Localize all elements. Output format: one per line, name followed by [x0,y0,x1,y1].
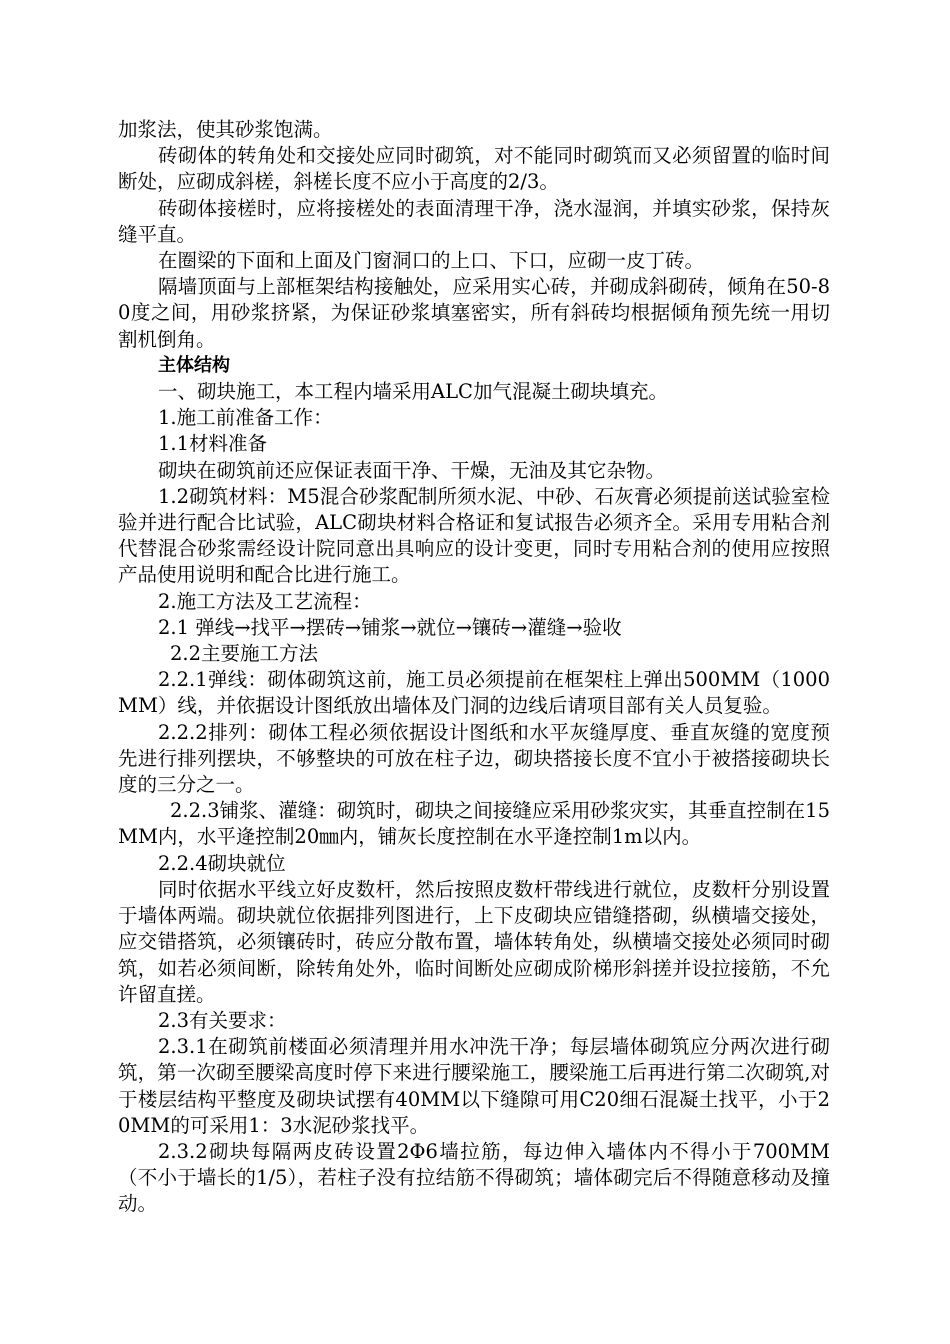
item-block-positioning: 2.2.4砌块就位 [158,851,286,875]
item-masonry-materials: 1.2砌筑材料：M5混合砂浆配制所须水泥、中砂、石灰膏必须提前送试验室检验并进行配合比试验，ALC砌块材料合格证和复试报告必须齐全。采用专用粘合剂代替混合砂浆需经设计院同意出具响应的设计变更，同时专用粘合剂的使用应按照产品使用说明和配合比进行施工。 [118,484,830,587]
paragraph-joint-cleaning: 砖砌体接槎时，应将接槎处的表面清理干净，浇水湿润，并填实砂浆，保持灰缝平直。 [118,196,830,246]
paragraph-partition-top: 隔墙顶面与上部框架结构接触处，应采用实心砖，并砌成斜砌砖，倾角在50-80度之间，用砂浆挤紧，为保证砂浆填塞密实，所有斜砖均根据倾角预先统一用切割机倒角。 [118,275,830,351]
paragraph-block-construction: 一、砌块施工，本工程内墙采用ALC加气混凝土砌块填充。 [158,380,668,404]
item-floor-cleaning: 2.3.1在砌筑前楼面必须清理并用水冲洗干净；每层墙体砌筑应分两次进行砌筑，第一次砌至腰梁高度时停下来进行腰梁施工，腰梁施工后再进行第二次砌筑,对于楼层结构平整度及砌块试摆有40MM以下缝隙可用C20细石混凝土找平，小于20MM的可采用1：3水泥砂浆找平。 [118,1035,830,1137]
paragraph-block-surface: 砌块在砌筑前还应保证表面干净、干燥，无油及其它杂物。 [158,458,666,482]
item-preparation: 1.施工前准备工作： [158,406,333,430]
item-process-flow: 2.1 弹线→找平→摆砖→铺浆→就位→镶砖→灌缝→验收 [158,615,622,639]
item-material-preparation: 1.1材料准备 [158,432,268,456]
paragraph-mortar-fill: 加浆法，使其砂浆饱满。 [118,118,333,141]
item-arrangement: 2.2.2排列：砌体工程必须依据设计图纸和水平灰缝厚度、垂直灰缝的宽度预先进行排列摆块，不够整块的可放在柱子边，砌块搭接长度不宜小于被搭接砌块长度的三分之一。 [118,720,830,797]
section-heading-main-structure: 主体结构 [158,354,230,376]
document-page [118,117,830,1218]
paragraph-corner-masonry: 砖砌体的转角处和交接处应同时砌筑，对不能同时砌筑而又必须留置的临时间断处，应砌成斜槎，斜槎长度不应小于高度的2/3。 [118,144,830,194]
item-line-marking: 2.2.1弹线：砌体砌筑这前，施工员必须提前在框架柱上弹出500MM（1000MM）线，并依据设计图纸放出墙体及门洞的边线后请项目部有关人员复验。 [118,668,830,718]
paragraph-ring-beam: 在圈梁的下面和上面及门窗洞口的上口、下口，应砌一皮丁砖。 [158,249,705,273]
item-tie-bars: 2.3.2砌块每隔两皮砖设置2Φ6墙拉筋，每边伸入墙体内不得小于700MM（不小于墙长的1/5），若柱子没有拉结筋不得砌筑；墙体砌完后不得随意移动及撞动。 [118,1139,830,1216]
item-mortar-grouting: 2.2.3铺浆、灌缝：砌筑时，砌块之间接缝应采用砂浆灾实，其垂直控制在15MM内，水平逄控制20㎜内，铺灰长度控制在水平逄控制1m以内。 [118,799,830,849]
item-methods-and-process: 2.施工方法及工艺流程： [158,589,372,613]
paragraph-positioning-details: 同时依据水平线立好皮数杆，然后按照皮数杆带线进行就位，皮数杆分别设置于墙体两端。砌块就位依据排列图进行，上下皮砌块应错缝搭砌，纵横墙交接处，应交错搭筑，必须镶砖时，砖应分散布置，墙体转角处，纵横墙交接处必须同时砌筑，如若必须间断，除转角处外，临时间断处应砌成阶梯形斜搓并设拉接筋，不允许留直搓。 [118,877,830,1006]
item-main-methods: 2.2主要施工方法 [170,642,319,666]
item-requirements: 2.3有关要求： [158,1008,287,1032]
